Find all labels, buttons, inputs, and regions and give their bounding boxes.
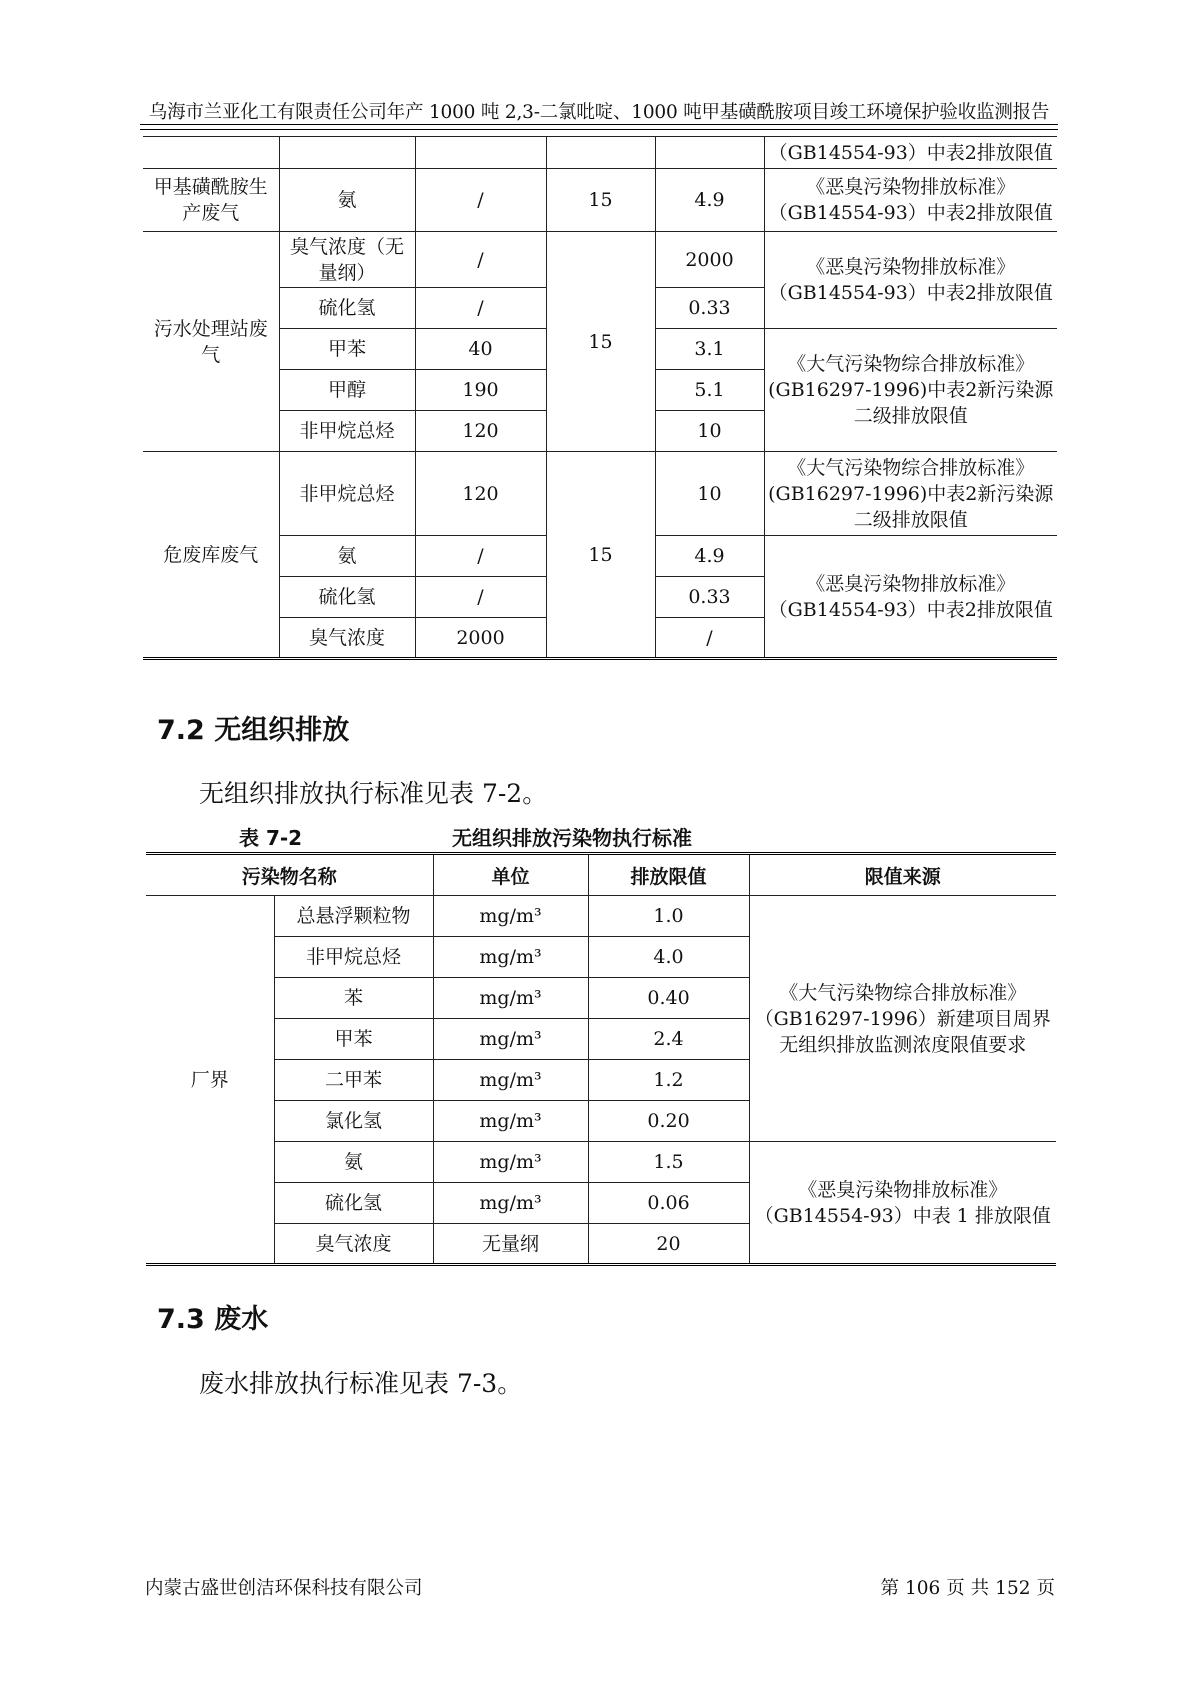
pollutant-cell: 硫化氢 <box>279 577 415 618</box>
rate-cell: 10 <box>655 452 764 536</box>
source-cell: 甲基磺酰胺生产废气 <box>143 169 279 232</box>
rate-cell: 5.1 <box>655 370 764 411</box>
rate-cell: 2000 <box>655 232 764 288</box>
page-prefix: 第 <box>880 1578 899 1599</box>
footer-company: 内蒙古盛世创洁环保科技有限公司 <box>145 1578 423 1599</box>
pollutant-cell: 臭气浓度 <box>274 1224 433 1265</box>
unit-cell: mg/m³ <box>433 1019 588 1060</box>
concentration-cell: 120 <box>415 452 546 536</box>
unit-cell: mg/m³ <box>433 978 588 1019</box>
limit-cell: 0.40 <box>588 978 749 1019</box>
source-cell: 《恶臭污染物排放标准》（GB14554-93）中表 1 排放限值 <box>749 1142 1056 1265</box>
header-rule <box>140 124 1058 125</box>
limit-cell: 0.06 <box>588 1183 749 1224</box>
section-7-2-paragraph: 无组织排放执行标准见表 7-2。 <box>199 779 548 808</box>
height-cell: 15 <box>546 169 655 232</box>
header-rule-thin <box>140 129 1058 130</box>
pollutant-cell: 臭气浓度 <box>279 618 415 659</box>
unit-cell: mg/m³ <box>433 1183 588 1224</box>
pollutant-cell: 甲苯 <box>279 329 415 370</box>
pollutant-cell: 氨 <box>279 169 415 232</box>
column-header: 单位 <box>433 854 588 896</box>
concentration-cell: / <box>415 536 546 577</box>
concentration-cell: 120 <box>415 411 546 452</box>
table-header-row <box>146 854 1056 896</box>
location-cell: 厂界 <box>146 896 274 1265</box>
rate-cell: 4.9 <box>655 536 764 577</box>
rate-cell: 4.9 <box>655 169 764 232</box>
table-caption-number: 表 7-2 <box>239 826 303 850</box>
pollutant-cell: 臭气浓度（无量纲） <box>279 232 415 288</box>
fugitive-emission-standard-table <box>146 852 1056 1266</box>
rate-cell: 0.33 <box>655 288 764 329</box>
limit-cell: 0.20 <box>588 1101 749 1142</box>
limit-cell: 1.0 <box>588 896 749 937</box>
footer-page-number <box>877 1574 1058 1600</box>
standard-cell: 《大气污染物综合排放标准》(GB16297-1996)中表2新污染源二级排放限值 <box>764 329 1057 452</box>
limit-cell: 4.0 <box>588 937 749 978</box>
pollutant-cell: 非甲烷总烃 <box>274 937 433 978</box>
unit-cell: 无量纲 <box>433 1224 588 1265</box>
unit-cell: mg/m³ <box>433 1060 588 1101</box>
rate-cell: / <box>655 618 764 659</box>
concentration-cell: / <box>415 577 546 618</box>
pollutant-cell: 二甲苯 <box>274 1060 433 1101</box>
section-7-3-paragraph: 废水排放执行标准见表 7-3。 <box>199 1369 523 1398</box>
pollutant-cell: 硫化氢 <box>279 288 415 329</box>
pollutant-cell: 总悬浮颗粒物 <box>274 896 433 937</box>
pollutant-cell: 氨 <box>279 536 415 577</box>
section-heading-7-2: 7.2 无组织排放 <box>157 715 350 746</box>
table-row <box>146 896 1056 937</box>
limit-cell: 1.5 <box>588 1142 749 1183</box>
page-current: 106 <box>904 1578 941 1599</box>
table-row <box>143 232 1057 288</box>
pollutant-cell: 甲苯 <box>274 1019 433 1060</box>
rate-cell: 3.1 <box>655 329 764 370</box>
column-header: 限值来源 <box>749 854 1056 896</box>
source-cell: 危废库废气 <box>143 452 279 659</box>
standard-cell: （GB14554-93）中表2排放限值 <box>764 137 1057 169</box>
standard-cell: 《大气污染物综合排放标准》(GB16297-1996)中表2新污染源二级排放限值 <box>764 452 1057 536</box>
table-caption-title: 无组织排放污染物执行标准 <box>452 826 692 850</box>
table-row <box>143 452 1057 536</box>
limit-cell: 1.2 <box>588 1060 749 1101</box>
pollutant-cell: 硫化氢 <box>274 1183 433 1224</box>
unit-cell: mg/m³ <box>433 896 588 937</box>
concentration-cell: / <box>415 232 546 288</box>
pollutant-cell: 氨 <box>274 1142 433 1183</box>
source-cell: 污水处理站废气 <box>143 232 279 452</box>
standard-cell: 《恶臭污染物排放标准》（GB14554-93）中表2排放限值 <box>764 536 1057 659</box>
section-heading-7-3: 7.3 废水 <box>157 1304 269 1335</box>
concentration-cell: 40 <box>415 329 546 370</box>
limit-cell: 20 <box>588 1224 749 1265</box>
concentration-cell: 2000 <box>415 618 546 659</box>
table-row <box>143 169 1057 232</box>
pollutant-cell: 苯 <box>274 978 433 1019</box>
pollutant-cell: 甲醇 <box>279 370 415 411</box>
pollutant-cell: 非甲烷总烃 <box>279 452 415 536</box>
pollutant-cell: 非甲烷总烃 <box>279 411 415 452</box>
height-cell: 15 <box>546 452 655 659</box>
column-header: 污染物名称 <box>146 854 433 896</box>
limit-cell: 2.4 <box>588 1019 749 1060</box>
organized-emission-standard-table <box>143 136 1057 660</box>
unit-cell: mg/m³ <box>433 937 588 978</box>
column-header: 排放限值 <box>588 854 749 896</box>
height-cell: 15 <box>546 232 655 452</box>
concentration-cell: / <box>415 169 546 232</box>
page-total: 152 <box>995 1578 1031 1599</box>
rate-cell: 10 <box>655 411 764 452</box>
standard-cell: 《恶臭污染物排放标准》（GB14554-93）中表2排放限值 <box>764 232 1057 329</box>
pollutant-cell: 氯化氢 <box>274 1101 433 1142</box>
page-mid: 页 共 <box>946 1578 990 1599</box>
document-header: 乌海市兰亚化工有限责任公司年产 1000 吨 2,3-二氯吡啶、1000 吨甲基磺酰胺项目竣工环境保护验收监测报告 <box>148 102 1050 123</box>
concentration-cell: / <box>415 288 546 329</box>
table-row <box>143 137 1057 169</box>
standard-cell: 《恶臭污染物排放标准》（GB14554-93）中表2排放限值 <box>764 169 1057 232</box>
table-row <box>146 1142 1056 1183</box>
unit-cell: mg/m³ <box>433 1101 588 1142</box>
page-suffix: 页 <box>1036 1578 1055 1599</box>
unit-cell: mg/m³ <box>433 1142 588 1183</box>
concentration-cell: 190 <box>415 370 546 411</box>
source-cell: 《大气污染物综合排放标准》（GB16297-1996）新建项目周界无组织排放监测浓度限值要求 <box>749 896 1056 1142</box>
rate-cell: 0.33 <box>655 577 764 618</box>
